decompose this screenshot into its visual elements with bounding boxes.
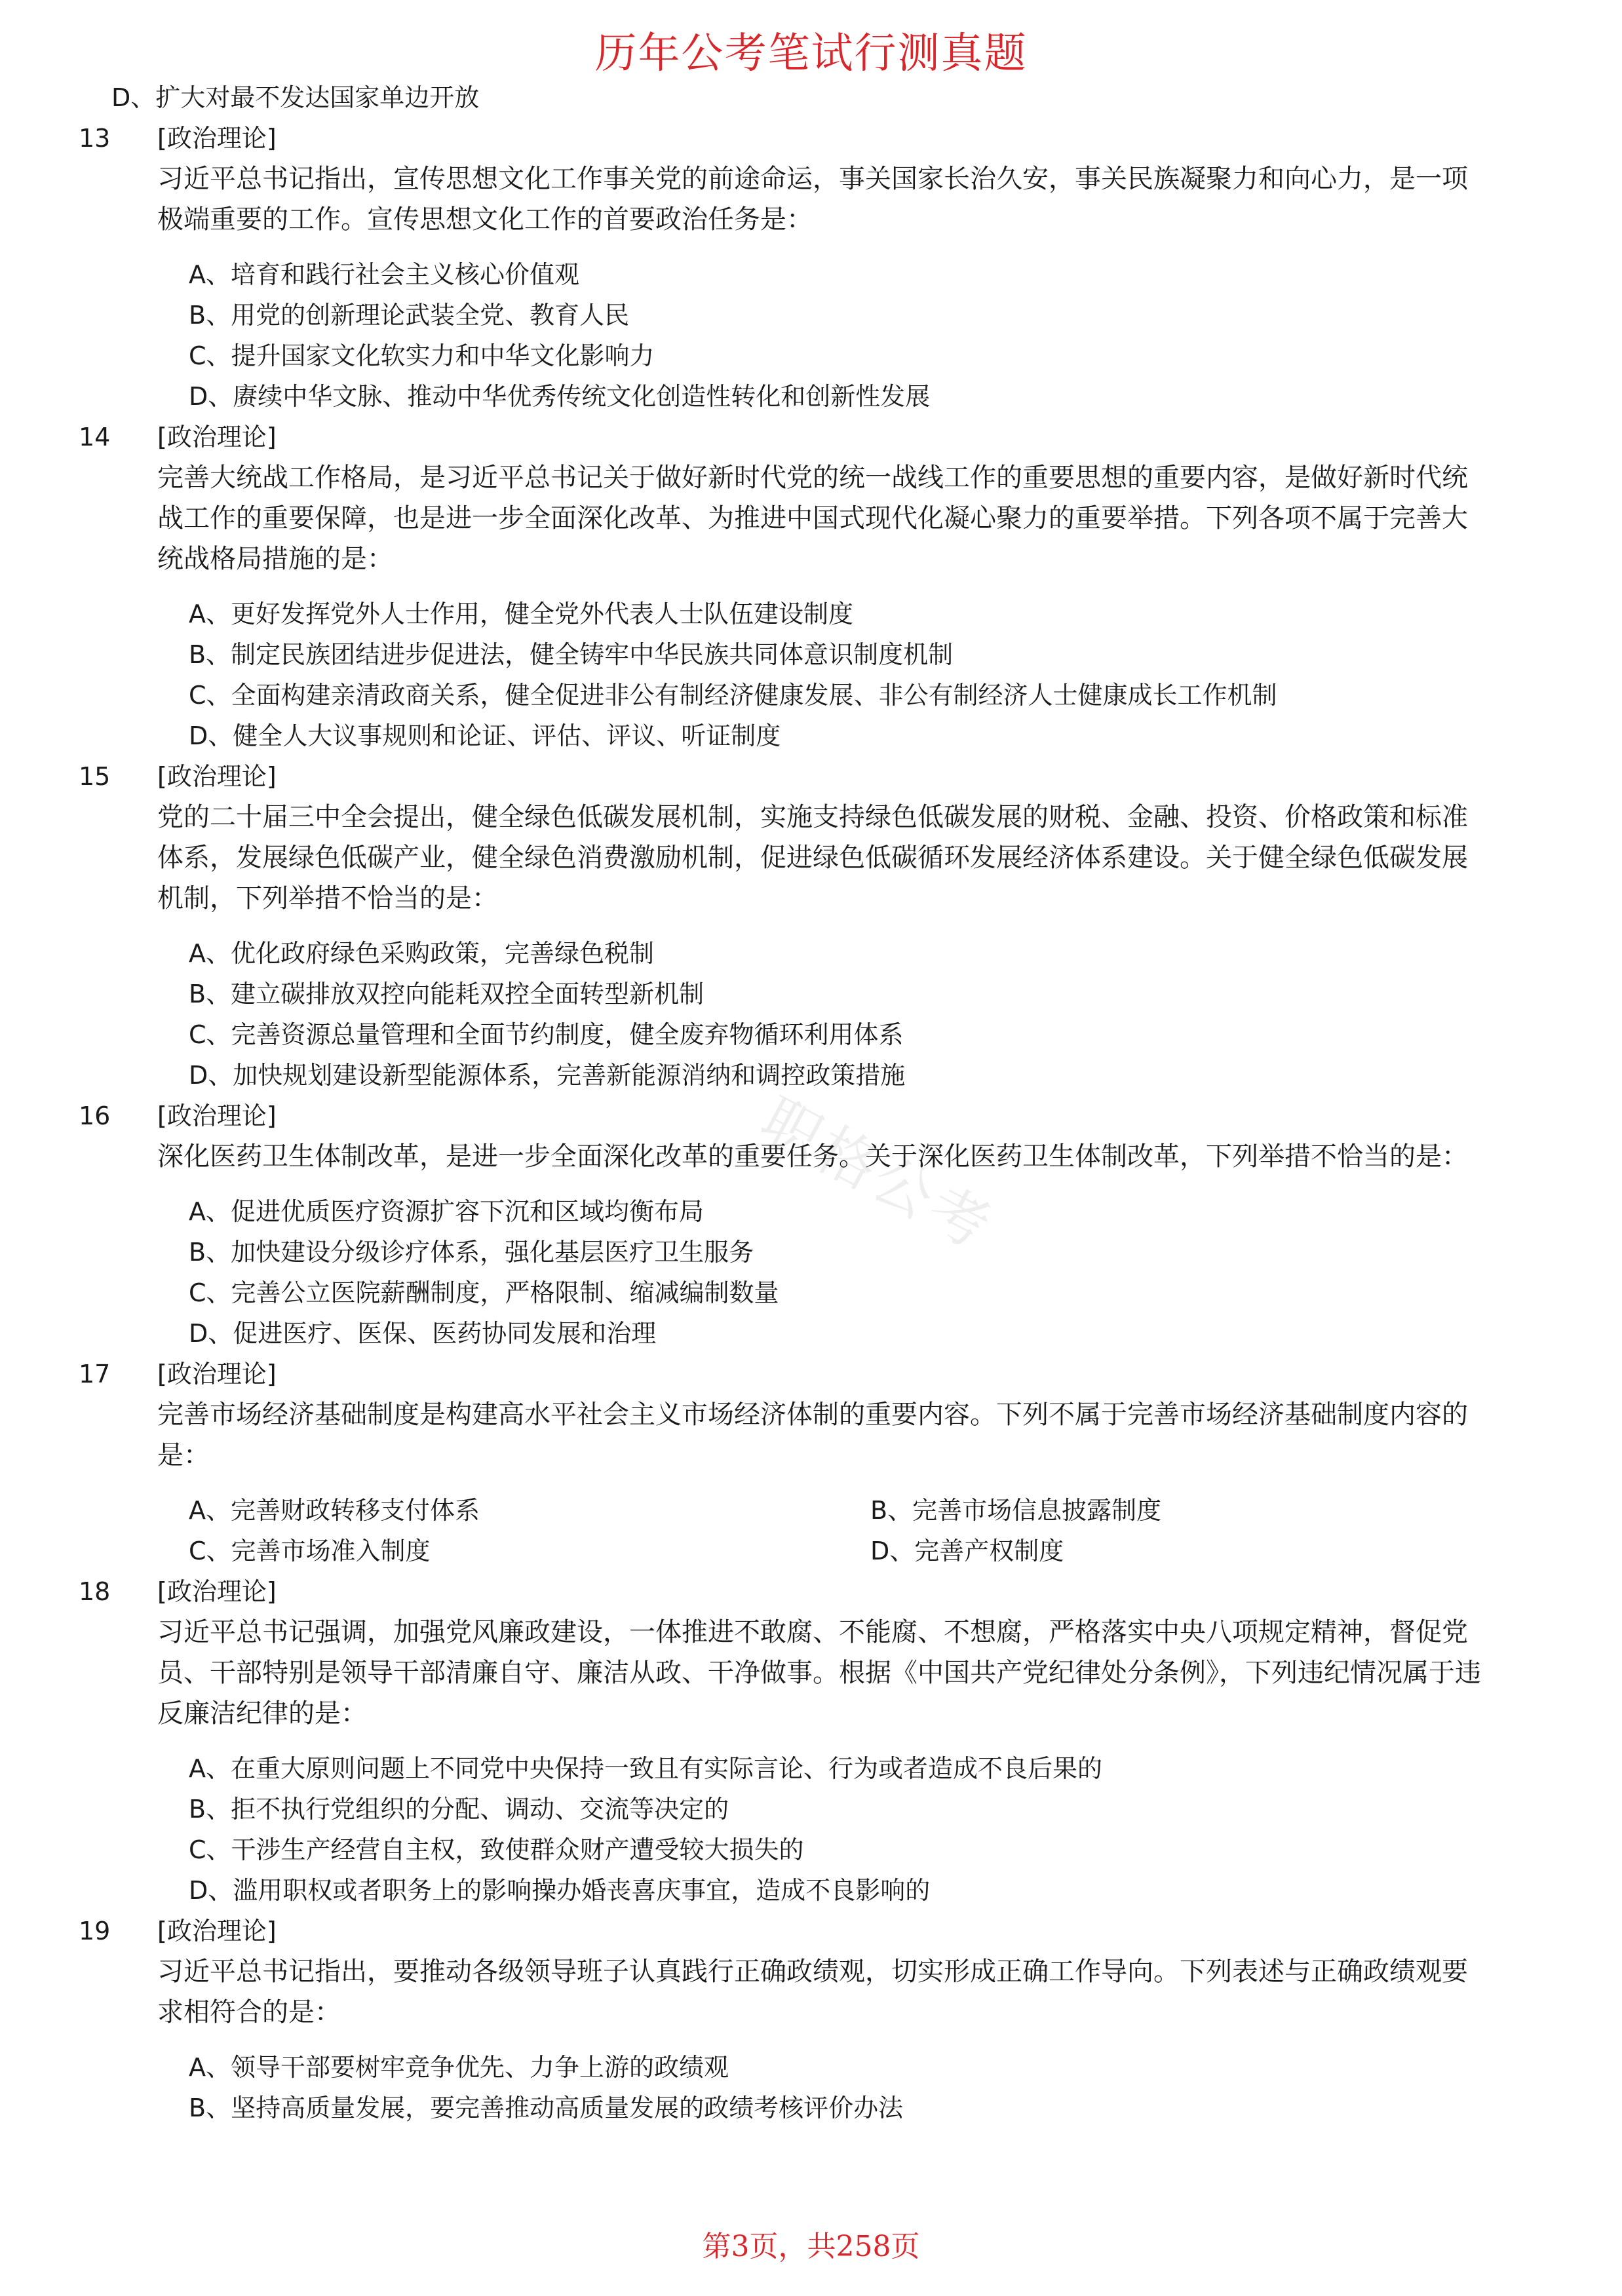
answer-option: D、健全人大议事规则和论证、评估、评议、听证制度: [189, 721, 781, 750]
answer-option: B、加快建设分级诊疗体系，强化基层医疗卫生服务: [189, 1238, 754, 1267]
answer-option: D、加快规划建设新型能源体系，完善新能源消纳和调控政策措施: [189, 1061, 906, 1090]
answer-option: B、用党的创新理论武装全党、教育人民: [189, 301, 630, 330]
answer-options: [157, 1490, 1494, 1571]
answer-option: A、完善财政转移支付体系: [189, 1496, 480, 1525]
question-number: 14: [79, 423, 111, 451]
question-category-tag: [政治理论]: [157, 1577, 277, 1606]
answer-option: B、坚持高质量发展，要完善推动高质量发展的政绩考核评价办法: [189, 2094, 904, 2122]
question-17: [79, 1354, 1494, 1571]
question-18: [79, 1571, 1494, 1911]
answer-options: [157, 1191, 1494, 1354]
answer-options: [157, 594, 1494, 756]
answer-options: [157, 1748, 1494, 1911]
question-19: [79, 1911, 1494, 2128]
answer-option: C、提升国家文化软实力和中华文化影响力: [189, 341, 655, 370]
question-category-tag: [政治理论]: [157, 1360, 277, 1388]
answer-option: D、赓续中华文脉、推动中华优秀传统文化创造性转化和创新性发展: [189, 382, 931, 411]
watermark: 职格公考: [749, 1085, 1005, 1264]
question-stem: 完善市场经济基础制度是构建高水平社会主义市场经济体制的重要内容。下列不属于完善市场经济基础制度内容的是：: [157, 1400, 1468, 1470]
question-stem: 完善大统战工作格局，是习近平总书记关于做好新时代党的统一战线工作的重要思想的重要内容，是做好新时代统战工作的重要保障，也是进一步全面深化改革、为推进中国式现代化凝心聚力的重要举措。下列各项不属于完善大统战格局措施的是：: [157, 463, 1468, 574]
question-number: 15: [79, 762, 111, 791]
answer-options: [157, 254, 1494, 417]
question-14: [79, 417, 1494, 756]
questions-container: [79, 118, 1494, 2128]
question-13: [79, 118, 1494, 417]
question-number: 17: [79, 1360, 111, 1388]
answer-option: A、在重大原则问题上不同党中央保持一致且有实际言论、行为或者造成不良后果的: [189, 1754, 1102, 1783]
question-stem: 深化医药卫生体制改革，是进一步全面深化改革的重要任务。关于深化医药卫生体制改革，下列举措不恰当的是：: [157, 1141, 1468, 1172]
question-stem: 党的二十届三中全会提出，健全绿色低碳发展机制，实施支持绿色低碳发展的财税、金融、投资、价格政策和标准体系，发展绿色低碳产业，健全绿色消费激励机制，促进绿色低碳循环发展经济体系建设。关于健全绿色低碳发展机制，下列举措不恰当的是：: [157, 802, 1468, 913]
answer-option: B、拒不执行党组织的分配、调动、交流等决定的: [189, 1795, 729, 1824]
answer-option: A、领导干部要树牢竞争优先、力争上游的政绩观: [189, 2053, 729, 2082]
question-list: [79, 77, 1494, 2128]
question-number: 18: [79, 1577, 111, 1606]
question-category-tag: [政治理论]: [157, 1101, 277, 1130]
question-number: 16: [79, 1101, 111, 1130]
answer-option: A、更好发挥党外人士作用，健全党外代表人士队伍建设制度: [189, 600, 853, 628]
question-number: 19: [79, 1917, 111, 1945]
answer-option: C、完善公立医院薪酬制度，严格限制、缩减编制数量: [189, 1278, 779, 1307]
answer-option: D、滥用职权或者职务上的影响操办婚丧喜庆事宜，造成不良影响的: [189, 1876, 931, 1905]
answer-option: B、建立碳排放双控向能耗双控全面转型新机制: [189, 980, 705, 1008]
answer-option: C、完善市场准入制度: [189, 1537, 431, 1565]
answer-option: A、培育和践行社会主义核心价值观: [189, 260, 579, 289]
answer-option: A、优化政府绿色采购政策，完善绿色税制: [189, 939, 654, 968]
question-category-tag: [政治理论]: [157, 1917, 277, 1945]
answer-option: A、促进优质医疗资源扩容下沉和区域均衡布局: [189, 1197, 704, 1226]
question-stem: 习近平总书记指出，要推动各级领导班子认真践行正确政绩观，切实形成正确工作导向。下列表述与正确政绩观要求相符合的是：: [157, 1957, 1468, 2027]
answer-option: D、促进医疗、医保、医药协同发展和治理: [189, 1319, 657, 1348]
answer-option: D、完善产权制度: [870, 1537, 1064, 1565]
page-number: 第3页，共258页: [702, 2230, 920, 2263]
answer-options: [157, 2047, 1494, 2128]
question-stem: 习近平总书记指出，宣传思想文化工作事关党的前途命运，事关国家长治久安，事关民族凝聚力和向心力，是一项极端重要的工作。宣传思想文化工作的首要政治任务是：: [157, 164, 1468, 235]
answer-option: C、全面构建亲清政商关系，健全促进非公有制经济健康发展、非公有制经济人士健康成长工作机制: [189, 681, 1277, 710]
question-number: 13: [79, 124, 111, 153]
answer-option: B、完善市场信息披露制度: [870, 1496, 1162, 1525]
answer-option: C、干涉生产经营自主权，致使群众财产遭受较大损失的: [189, 1835, 804, 1864]
answer-options: [157, 933, 1494, 1096]
question-16: [79, 1096, 1494, 1354]
carryover-option: D、扩大对最不发达国家单边开放: [111, 83, 480, 112]
answer-option: C、完善资源总量管理和全面节约制度，健全废弃物循环利用体系: [189, 1020, 904, 1049]
question-stem: 习近平总书记强调，加强党风廉政建设，一体推进不敢腐、不能腐、不想腐，严格落实中央八项规定精神，督促党员、干部特别是领导干部清廉自守、廉洁从政、干净做事。根据《中国共产党纪律处分条例》，下列违纪情况属于违反廉洁纪律的是：: [157, 1617, 1481, 1729]
question-category-tag: [政治理论]: [157, 762, 277, 791]
question-category-tag: [政治理论]: [157, 124, 277, 153]
question-15: [79, 756, 1494, 1096]
answer-option: B、制定民族团结进步促进法，健全铸牢中华民族共同体意识制度机制: [189, 640, 954, 669]
question-category-tag: [政治理论]: [157, 423, 277, 451]
page-header-title: 历年公考笔试行测真题: [594, 29, 1028, 78]
